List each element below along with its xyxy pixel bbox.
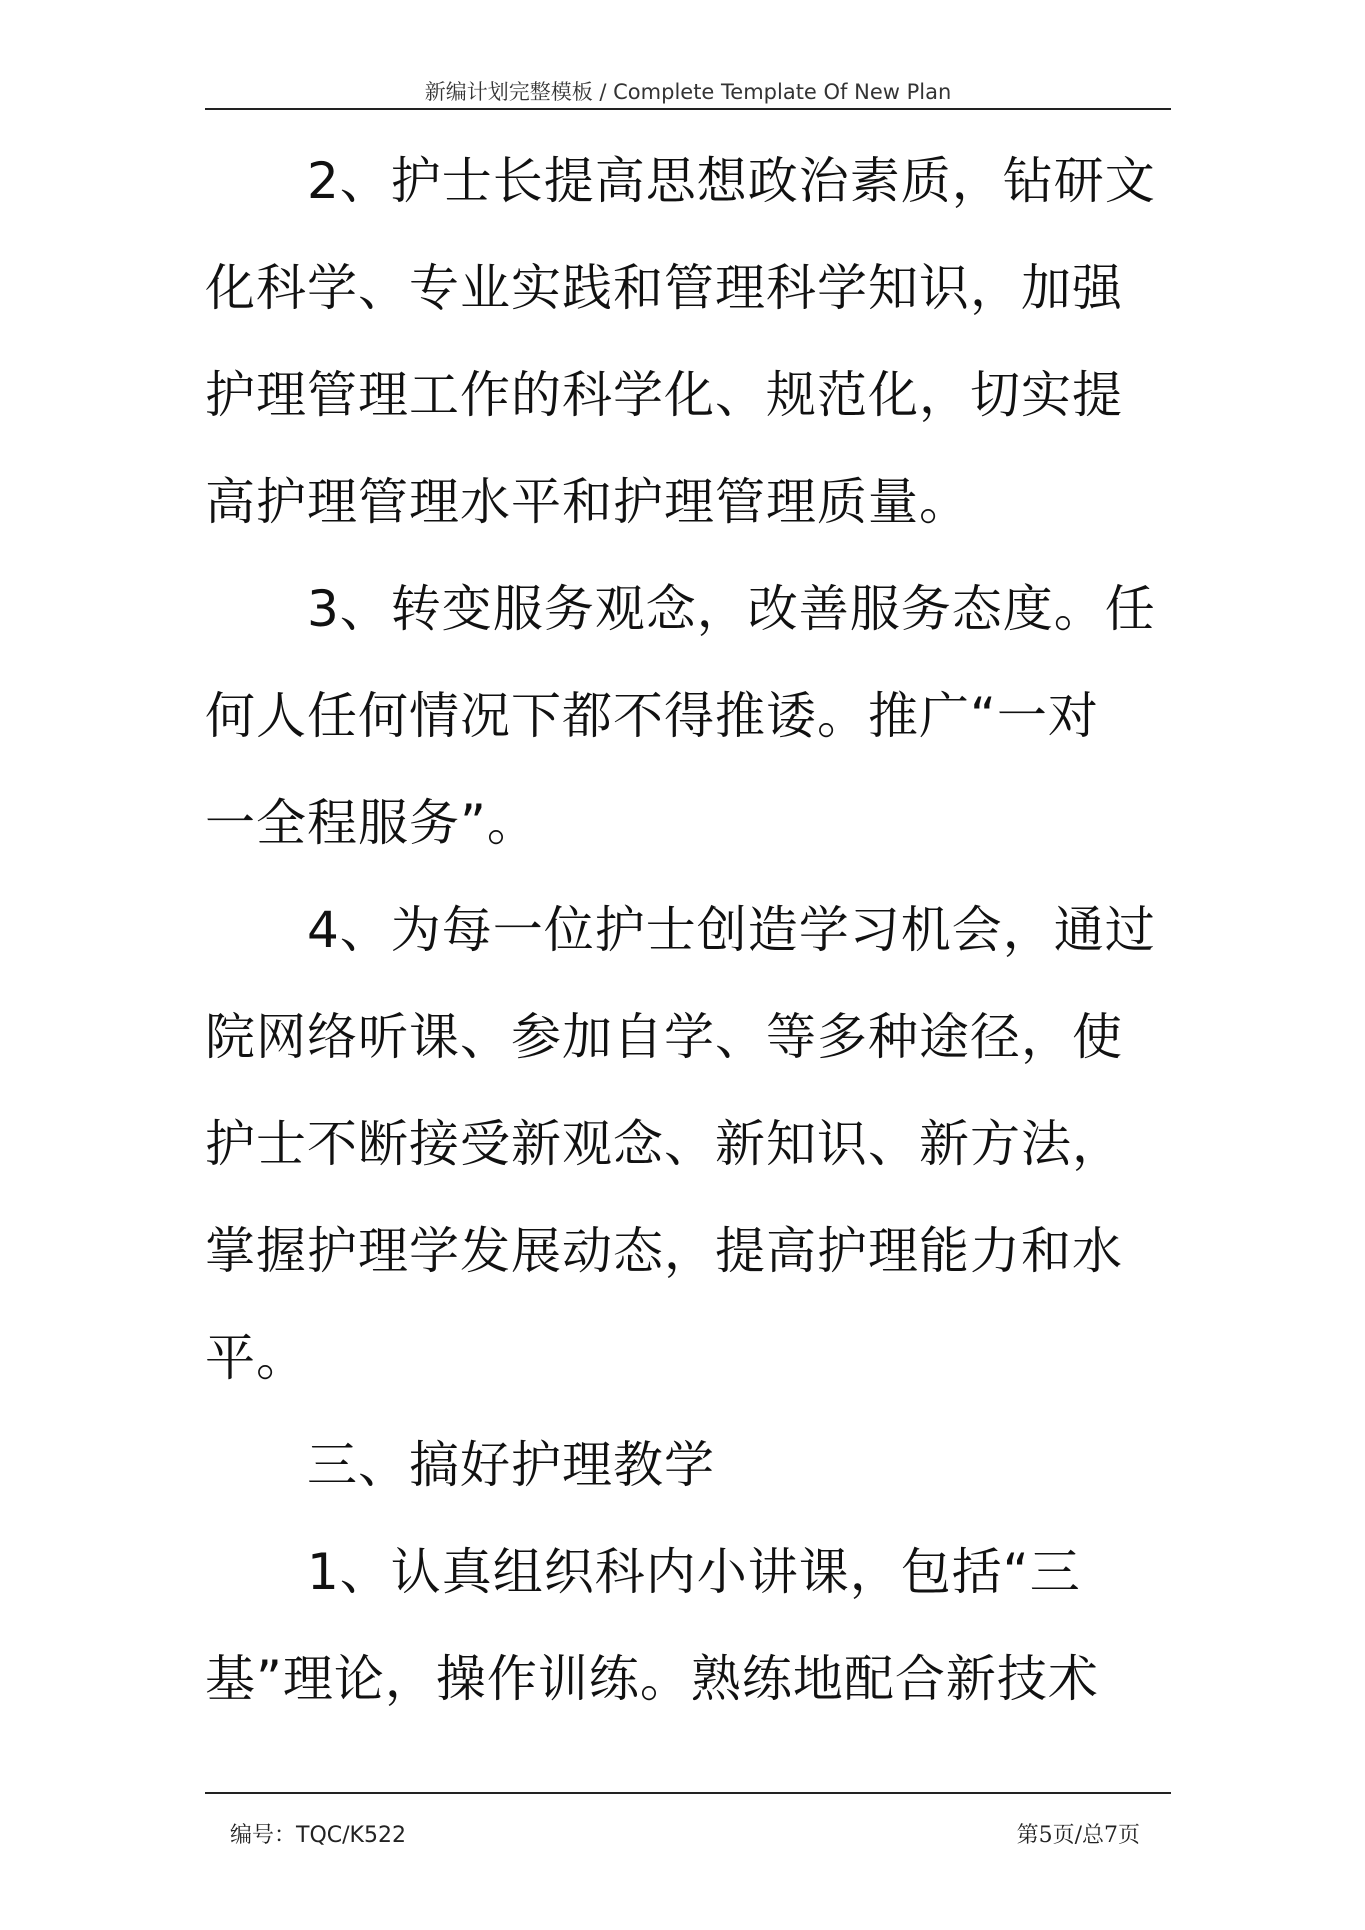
- paragraph-line: 掌握护理学发展动态，提高护理能力和水: [205, 1222, 1123, 1280]
- paragraph-line: 4、为每一位护士创造学习机会，通过: [307, 901, 1156, 959]
- paragraph-line: 2、护士长提高思想政治素质，钻研文: [307, 152, 1156, 210]
- paragraph-line: 3、转变服务观念，改善服务态度。任: [307, 580, 1156, 638]
- paragraph-line: 院网络听课、参加自学、等多种途径，使: [205, 1008, 1123, 1066]
- page-number: 第5页/总7页: [1016, 1823, 1140, 1848]
- document-number: 编号：TQC/K522: [230, 1823, 406, 1848]
- page-header: 新编计划完整模板 / Complete Template Of New Plan: [424, 80, 952, 104]
- paragraph-line: 高护理管理水平和护理管理质量。: [205, 473, 970, 531]
- paragraph-line: 护理管理工作的科学化、规范化，切实提: [205, 366, 1123, 424]
- section-heading: 三、搞好护理教学: [307, 1436, 715, 1494]
- paragraph-line: 护士不断接受新观念、新知识、新方法，: [205, 1115, 1123, 1173]
- footer-divider: [205, 1792, 1171, 1794]
- header-divider: [205, 108, 1171, 110]
- paragraph-line: 平。: [205, 1329, 307, 1387]
- paragraph-line: 何人任何情况下都不得推诿。推广“一对: [205, 687, 1099, 745]
- paragraph-line: 一全程服务”。: [205, 794, 538, 852]
- document-body: [205, 128, 1165, 1733]
- paragraph-line: 1、认真组织科内小讲课，包括“三: [307, 1543, 1081, 1601]
- paragraph-line: 化科学、专业实践和管理科学知识，加强: [205, 259, 1123, 317]
- paragraph-line: 基”理论，操作训练。熟练地配合新技术: [205, 1650, 1099, 1708]
